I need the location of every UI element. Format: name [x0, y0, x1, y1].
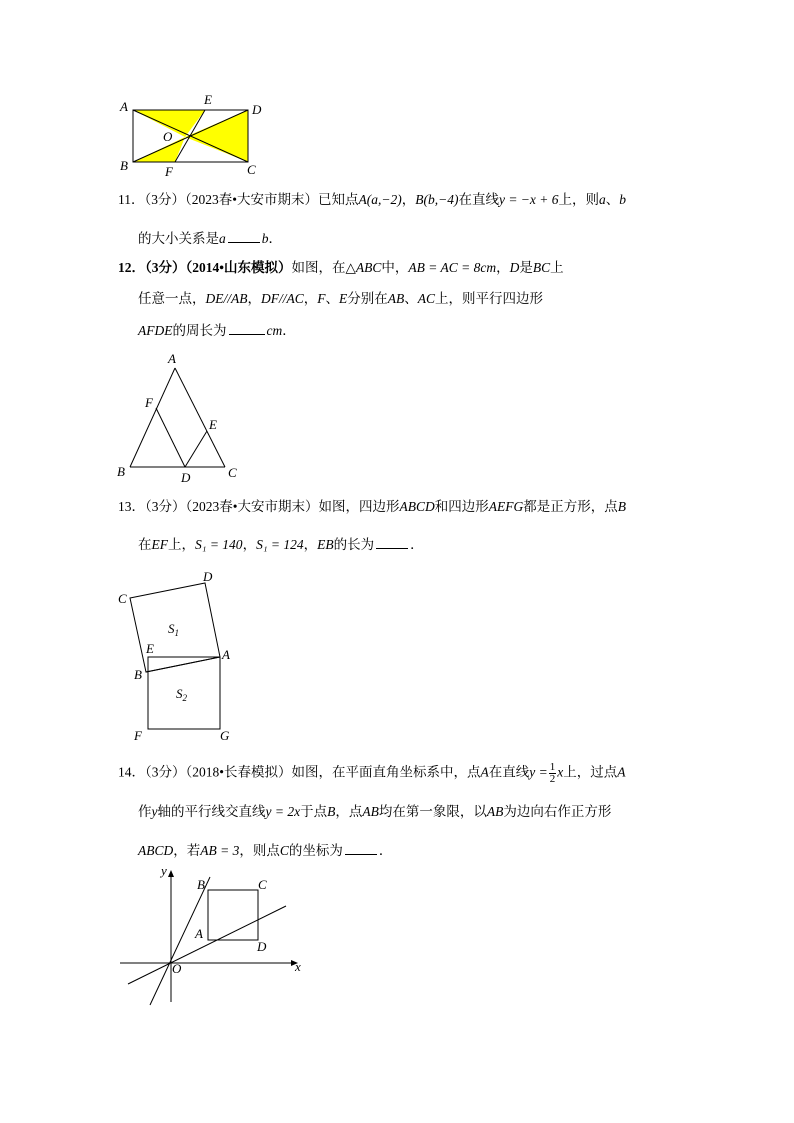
question-text: 的长为	[333, 537, 375, 552]
math-segment: AC	[417, 291, 436, 306]
question-number: 12．	[118, 260, 145, 275]
math-area-s2: S₁ = 124	[256, 537, 304, 552]
question-text: 上，则	[558, 192, 600, 207]
separator: ，	[247, 291, 261, 306]
question-text: 轴的平行线交直线	[157, 804, 266, 819]
separator: 、	[404, 291, 418, 306]
math-equation: y = 2x	[265, 804, 301, 819]
math-segment: AB	[486, 804, 504, 819]
question-text: 任意一点，	[138, 291, 206, 306]
label-y: y	[161, 863, 167, 878]
question-text: 和四边形	[434, 499, 489, 514]
y-axis-arrow	[168, 870, 174, 877]
question-text: 在直线	[458, 192, 499, 207]
question-end: ．	[410, 537, 424, 552]
question-text: 的坐标为	[288, 843, 343, 858]
math-point-a: A	[617, 764, 626, 780]
math-parallel: DE//AB	[205, 291, 248, 306]
question-number: 14．	[118, 764, 145, 780]
question-text: 如图，四边形	[318, 499, 400, 514]
math-var-a: a	[219, 231, 226, 246]
question-end: ．	[378, 843, 393, 858]
question-text: 是	[519, 260, 533, 275]
math-point-b: B	[617, 499, 626, 514]
fraction-numerator: 1	[549, 761, 556, 773]
question-text: ，则点	[239, 843, 280, 858]
math-quadrilateral: AFDE	[138, 323, 173, 338]
label-o: O	[163, 129, 173, 144]
question-text: 在	[138, 537, 152, 552]
label-d: D	[203, 569, 213, 584]
question-text: 都是正方形，点	[523, 499, 618, 514]
math-segment: EB	[317, 537, 334, 552]
math-equation-lhs: y =	[529, 764, 548, 780]
math-triangle: △ABC	[345, 260, 382, 275]
question-score: （3分）	[145, 764, 186, 780]
label-c: C	[258, 877, 267, 892]
separator: ，	[401, 192, 416, 207]
question-text: 于点	[300, 804, 328, 819]
label-b: B	[117, 464, 125, 479]
question-score: （3分）	[145, 260, 186, 275]
label-c: C	[228, 465, 237, 480]
question-source: （2023春•大安市期末）	[185, 192, 318, 207]
question-end: ．	[282, 323, 296, 338]
question-text: ，	[496, 260, 510, 275]
question-text: 在直线	[488, 764, 530, 780]
label-a: A	[222, 647, 230, 662]
math-parallel: DF//AC	[261, 291, 304, 306]
math-point-e: E	[339, 291, 348, 306]
separator: ，	[303, 291, 318, 306]
label-d: D	[257, 939, 267, 954]
math-point-f: F	[317, 291, 326, 306]
math-area-s1: S₁ = 140	[195, 537, 243, 552]
question-text: 如图，在平面直角坐标系中，点	[291, 764, 481, 780]
question-text: ，若	[173, 843, 201, 858]
question-source: （2018•长春模拟）	[185, 764, 292, 780]
label-x: x	[295, 959, 301, 974]
question-text: 如图，在	[291, 260, 346, 275]
question-text: 均在第一象限，以	[378, 804, 487, 819]
label-a: A	[195, 926, 203, 941]
question-text: ，点	[335, 804, 363, 819]
question-source: （2014•山东模拟）	[185, 260, 292, 275]
math-quadrilateral: ABCD	[138, 843, 174, 858]
label-o: O	[172, 961, 182, 976]
math-equation: AB = AC = 8cm	[408, 260, 497, 275]
math-segment: EF	[151, 537, 168, 552]
label-e: E	[146, 641, 154, 656]
math-segment: BC	[532, 260, 551, 275]
label-d: D	[181, 470, 191, 485]
question-number: 11．	[118, 192, 145, 207]
math-segment: AB	[387, 291, 405, 306]
math-point-b: B	[327, 804, 336, 819]
question-text: 上，过点	[563, 764, 618, 780]
math-point-a: A	[480, 764, 489, 780]
question-text: 上	[550, 260, 564, 275]
label-b: B	[120, 158, 128, 173]
math-point-b: B(b,−4)	[415, 192, 459, 207]
question-text: 分别在	[347, 291, 388, 306]
label-b: B	[197, 877, 205, 892]
separator: 、	[325, 291, 339, 306]
question-source: （2023春•大安市期末）	[185, 499, 319, 514]
label-f: F	[134, 728, 142, 743]
line-y-2x	[150, 877, 210, 1005]
fraction-denominator: 2	[549, 773, 556, 785]
label-e: E	[204, 92, 212, 107]
question-text: 的大小关系是	[138, 231, 219, 246]
question-number: 13．	[118, 499, 145, 514]
question-text: 为边向右作正方形	[503, 804, 612, 819]
question-score: （3分）	[144, 192, 185, 207]
label-d: D	[252, 102, 262, 117]
math-var-x: x	[557, 764, 564, 780]
math-segment: AB	[362, 804, 379, 819]
separator: ，	[303, 537, 318, 552]
question-text: 已知点	[317, 192, 359, 207]
math-var-b: b	[619, 192, 627, 207]
question-end: ．	[268, 231, 282, 246]
separator: ，	[242, 537, 257, 552]
math-quadrilateral: AEFG	[488, 499, 524, 514]
label-s1: $S_1$	[168, 621, 179, 638]
math-point-c: C	[279, 843, 289, 858]
label-c: C	[247, 162, 256, 177]
math-point-d: D	[509, 260, 520, 275]
label-c: C	[118, 591, 127, 606]
question-text: 上，	[168, 537, 195, 552]
math-var-a: a	[599, 192, 606, 207]
math-equation: y = −x + 6	[498, 192, 559, 207]
label-b: B	[134, 667, 142, 682]
math-quadrilateral: ABCD	[399, 499, 435, 514]
label-e: E	[209, 417, 217, 432]
label-f: F	[165, 164, 173, 179]
math-equation: AB = 3	[200, 843, 240, 858]
math-point-a: A(a,−2)	[358, 192, 402, 207]
label-a: A	[168, 351, 176, 366]
label-a: A	[120, 99, 128, 114]
math-unit: cm	[266, 323, 283, 338]
question-text: 作	[138, 804, 152, 819]
question-text: 中，	[381, 260, 409, 275]
label-f: F	[145, 395, 153, 410]
label-s2: $S_2$	[176, 686, 187, 703]
question-score: （3分）	[145, 499, 186, 514]
separator: 、	[605, 192, 620, 207]
math-var-b: b	[261, 231, 269, 246]
label-g: G	[220, 728, 230, 743]
question-text: 的周长为	[172, 323, 227, 338]
math-var-y: y	[151, 804, 158, 819]
question-text: 上，则平行四边形	[435, 291, 544, 306]
